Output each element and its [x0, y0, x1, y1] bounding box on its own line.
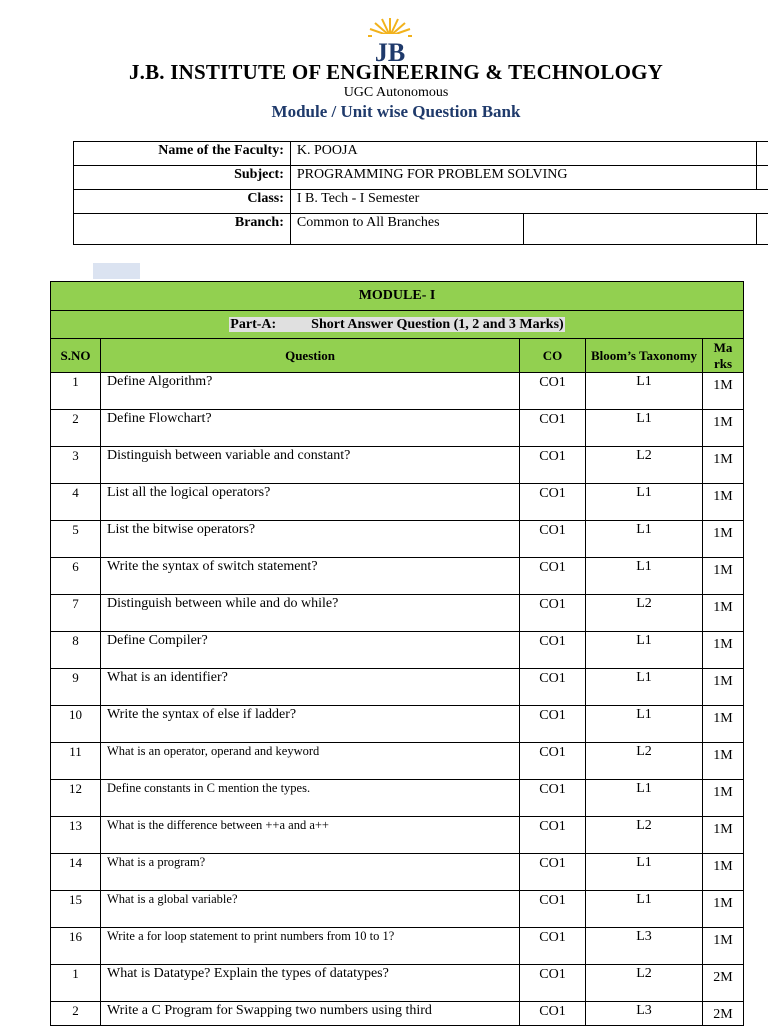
row-marks: 2M	[703, 965, 744, 1002]
faculty-value: K. POOJA	[290, 142, 756, 166]
table-row	[51, 965, 744, 1002]
row-co: CO1	[520, 558, 586, 595]
row-sno: 7	[51, 595, 101, 632]
table-row	[51, 595, 744, 632]
col-marks: Ma rks	[703, 339, 744, 373]
row-sno: 16	[51, 928, 101, 965]
row-sno: 13	[51, 817, 101, 854]
row-marks: 1M	[703, 780, 744, 817]
row-sno: 15	[51, 891, 101, 928]
row-co: CO1	[520, 854, 586, 891]
part-heading: Part-A: Short Answer Question (1, 2 and 3 Marks)	[51, 311, 744, 339]
col-question: Question	[101, 339, 520, 373]
row-bloom-level: L1	[586, 410, 703, 447]
row-co: CO1	[520, 965, 586, 1002]
row-question: Write the syntax of else if ladder?	[101, 706, 520, 743]
table-row	[51, 706, 744, 743]
table-row	[51, 410, 744, 447]
table-row	[51, 1002, 744, 1026]
row-co: CO1	[520, 595, 586, 632]
branch-label: Branch:	[74, 214, 291, 245]
faculty-label: Name of the Faculty:	[74, 142, 291, 166]
row-question: Write a for loop statement to print numbers from 10 to 1?	[101, 928, 520, 965]
row-co: CO1	[520, 780, 586, 817]
row-question: Write the syntax of switch statement?	[101, 558, 520, 595]
row-bloom-level: L2	[586, 965, 703, 1002]
row-question: List all the logical operators?	[101, 484, 520, 521]
row-marks: 2M	[703, 1002, 744, 1026]
row-sno: 14	[51, 854, 101, 891]
table-row	[51, 817, 744, 854]
table-row	[51, 891, 744, 928]
question-table	[50, 281, 744, 1026]
row-bloom-level: L1	[586, 521, 703, 558]
row-co: CO1	[520, 706, 586, 743]
table-row	[51, 373, 744, 410]
row-question: What is Datatype? Explain the types of datatypes?	[101, 965, 520, 1002]
highlight-mark	[93, 263, 140, 279]
table-row	[51, 743, 744, 780]
row-sno: 3	[51, 447, 101, 484]
row-question: Define Compiler?	[101, 632, 520, 669]
row-question: What is a program?	[101, 854, 520, 891]
row-marks: 1M	[703, 521, 744, 558]
row-co: CO1	[520, 373, 586, 410]
subject-label: Subject:	[74, 166, 291, 190]
row-bloom-level: L1	[586, 669, 703, 706]
row-question: Write a C Program for Swapping two numbers using third	[101, 1002, 520, 1026]
course-info-table	[73, 141, 768, 245]
row-co: CO1	[520, 521, 586, 558]
row-question: Distinguish between variable and constant?	[101, 447, 520, 484]
class-value: I B. Tech - I Semester	[290, 190, 768, 214]
row-co: CO1	[520, 1002, 586, 1026]
row-bloom-level: L1	[586, 484, 703, 521]
row-question: What is an operator, operand and keyword	[101, 743, 520, 780]
institute-name: J.B. INSTITUTE OF ENGINEERING & TECHNOLOGY	[128, 60, 664, 84]
row-marks: 1M	[703, 595, 744, 632]
table-row	[51, 447, 744, 484]
row-marks: 1M	[703, 632, 744, 669]
row-sno: 8	[51, 632, 101, 669]
row-sno: 10	[51, 706, 101, 743]
row-marks: 1M	[703, 854, 744, 891]
empty-cell	[756, 214, 768, 245]
row-question: What is the difference between ++a and a++	[101, 817, 520, 854]
row-bloom-level: L3	[586, 1002, 703, 1026]
row-marks: 1M	[703, 558, 744, 595]
table-row	[51, 780, 744, 817]
row-sno: 4	[51, 484, 101, 521]
table-row	[51, 632, 744, 669]
table-row	[51, 484, 744, 521]
row-bloom-level: L2	[586, 595, 703, 632]
subject-value: PROGRAMMING FOR PROBLEM SOLVING	[290, 166, 756, 190]
row-question: What is an identifier?	[101, 669, 520, 706]
row-sno: 6	[51, 558, 101, 595]
row-marks: 1M	[703, 373, 744, 410]
row-sno: 9	[51, 669, 101, 706]
row-marks: 1M	[703, 484, 744, 521]
row-sno: 1	[51, 965, 101, 1002]
row-sno: 11	[51, 743, 101, 780]
logo-letters: JB	[374, 38, 406, 64]
row-question: Define Flowchart?	[101, 410, 520, 447]
row-co: CO1	[520, 669, 586, 706]
row-bloom-level: L1	[586, 706, 703, 743]
row-sno: 12	[51, 780, 101, 817]
autonomous-status: UGC Autonomous	[343, 85, 449, 100]
row-co: CO1	[520, 817, 586, 854]
jb-logo	[364, 16, 416, 64]
branch-value: Common to All Branches	[290, 214, 523, 245]
col-bloom: Bloom’s Taxonomy	[586, 339, 703, 373]
row-bloom-level: L1	[586, 632, 703, 669]
row-question: Define Algorithm?	[101, 373, 520, 410]
row-co: CO1	[520, 632, 586, 669]
row-bloom-level: L2	[586, 743, 703, 780]
row-co: CO1	[520, 484, 586, 521]
row-co: CO1	[520, 447, 586, 484]
row-bloom-level: L1	[586, 854, 703, 891]
row-question: Distinguish between while and do while?	[101, 595, 520, 632]
row-marks: 1M	[703, 743, 744, 780]
row-co: CO1	[520, 743, 586, 780]
row-bloom-level: L3	[586, 928, 703, 965]
row-sno: 2	[51, 1002, 101, 1026]
row-co: CO1	[520, 928, 586, 965]
row-co: CO1	[520, 891, 586, 928]
row-question: Define constants in C mention the types.	[101, 780, 520, 817]
table-row	[51, 521, 744, 558]
row-bloom-level: L1	[586, 780, 703, 817]
row-question: What is a global variable?	[101, 891, 520, 928]
row-marks: 1M	[703, 817, 744, 854]
row-marks: 1M	[703, 669, 744, 706]
table-row	[51, 928, 744, 965]
row-question: List the bitwise operators?	[101, 521, 520, 558]
class-label: Class:	[74, 190, 291, 214]
question-bank-title: Module / Unit wise Question Bank	[271, 102, 521, 121]
row-sno: 1	[51, 373, 101, 410]
col-co: CO	[520, 339, 586, 373]
row-marks: 1M	[703, 410, 744, 447]
row-co: CO1	[520, 410, 586, 447]
row-bloom-level: L2	[586, 447, 703, 484]
row-bloom-level: L1	[586, 891, 703, 928]
table-row	[51, 854, 744, 891]
row-bloom-level: L1	[586, 373, 703, 410]
col-sno: S.NO	[51, 339, 101, 373]
question-rows	[51, 373, 744, 1026]
sunburst-icon	[368, 18, 412, 36]
row-bloom-level: L2	[586, 817, 703, 854]
empty-cell	[523, 214, 756, 245]
row-sno: 2	[51, 410, 101, 447]
row-bloom-level: L1	[586, 558, 703, 595]
table-row	[51, 558, 744, 595]
module-title: MODULE- I	[51, 282, 744, 311]
row-marks: 1M	[703, 706, 744, 743]
row-marks: 1M	[703, 928, 744, 965]
table-row	[51, 669, 744, 706]
row-marks: 1M	[703, 447, 744, 484]
row-marks: 1M	[703, 891, 744, 928]
row-sno: 5	[51, 521, 101, 558]
